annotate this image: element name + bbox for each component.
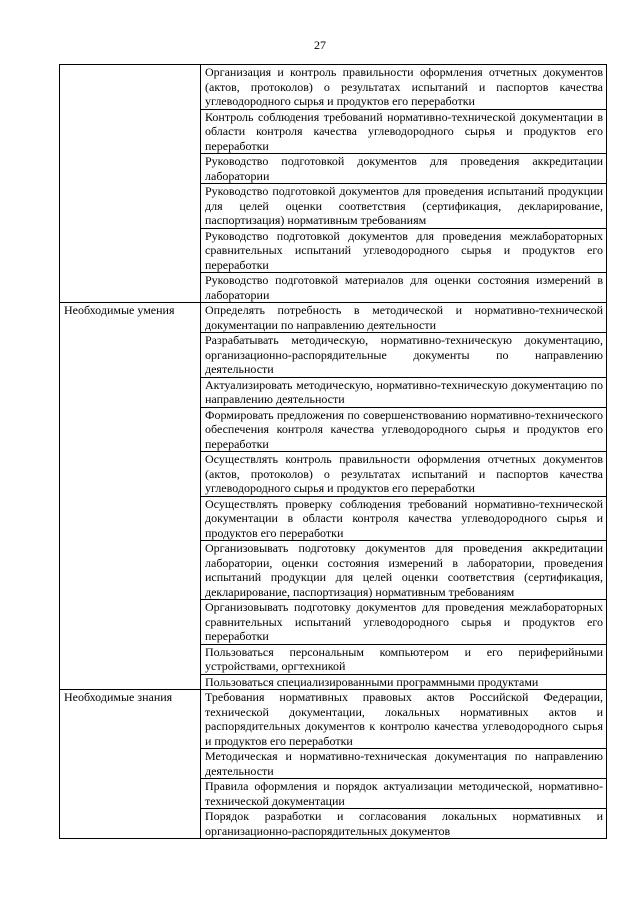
table-cell: Пользоваться специализированными программными продуктами bbox=[201, 674, 607, 690]
table-cell: Организовывать подготовку документов для проведения аккредитации лаборатории, оценки состояния измерений в лаборатории, проведения испытаний продукции для целей оценки соответствия (сертификация, декларирование, паспортизация) нормативным требованиям bbox=[201, 541, 607, 600]
requirements-table bbox=[59, 64, 607, 839]
table-cell: Определять потребность в методической и нормативно-технической документации по направлению деятельности bbox=[201, 303, 607, 333]
table-cell: Организация и контроль правильности оформления отчетных документов (актов, протоколов) о результатах испытаний и паспортов качества углеводородного сырья и продуктов его переработки bbox=[201, 65, 607, 110]
table-cell: Организовывать подготовку документов для проведения межлабораторных сравнительных испытаний углеводородного сырья и продуктов его переработки bbox=[201, 600, 607, 645]
table-cell: Осуществлять контроль правильности оформления отчетных документов (актов, протоколов) о результатах испытаний и паспортов качества углеводородного сырья и продуктов его переработки bbox=[201, 452, 607, 497]
table-cell: Порядок разработки и согласования локальных нормативных и организационно-распорядительных документов bbox=[201, 809, 607, 839]
table-cell: Руководство подготовкой документов для проведения испытаний продукции для целей оценки соответствия (сертификация, декларирование, паспортизация) нормативным требованиям bbox=[201, 184, 607, 229]
table-row bbox=[60, 303, 607, 333]
table-cell: Руководство подготовкой материалов для оценки состояния измерений в лаборатории bbox=[201, 273, 607, 303]
table-row bbox=[60, 690, 607, 749]
table-cell: Руководство подготовкой документов для проведения межлабораторных сравнительных испытаний углеводородного сырья и продуктов его переработки bbox=[201, 228, 607, 273]
row-label-empty bbox=[60, 65, 201, 303]
table-cell: Пользоваться персональным компьютером и его периферийными устройствами, оргтехникой bbox=[201, 644, 607, 674]
table-cell: Методическая и нормативно-техническая документация по направлению деятельности bbox=[201, 749, 607, 779]
table-row bbox=[60, 65, 607, 110]
row-label-knowledge: Необходимые знания bbox=[60, 690, 201, 839]
row-label-skills: Необходимые умения bbox=[60, 303, 201, 690]
table-cell: Актуализировать методическую, нормативно-техническую документацию по направлению деятельности bbox=[201, 377, 607, 407]
table-cell: Контроль соблюдения требований нормативно-технической документации в области контроля качества углеводородного сырья и продуктов его переработки bbox=[201, 109, 607, 154]
page-number: 27 bbox=[314, 38, 326, 52]
table-cell: Требования нормативных правовых актов Российской Федерации, технической документации, локальных нормативных актов и распорядительных документов к контролю качества углеводородного сырья и продуктов его переработки bbox=[201, 690, 607, 749]
table-cell: Формировать предложения по совершенствованию нормативно-технического обеспечения контроля качества углеводородного сырья и продуктов его переработки bbox=[201, 407, 607, 452]
table-cell: Осуществлять проверку соблюдения требований нормативно-технической документации в области контроля качества углеводородного сырья и продуктов его переработки bbox=[201, 496, 607, 541]
table-cell: Разрабатывать методическую, нормативно-техническую документацию, организационно-распорядительные документы по направлению деятельности bbox=[201, 333, 607, 378]
table-cell: Руководство подготовкой документов для проведения аккредитации лаборатории bbox=[201, 154, 607, 184]
table-cell: Правила оформления и порядок актуализации методической, нормативно-технической документации bbox=[201, 779, 607, 809]
